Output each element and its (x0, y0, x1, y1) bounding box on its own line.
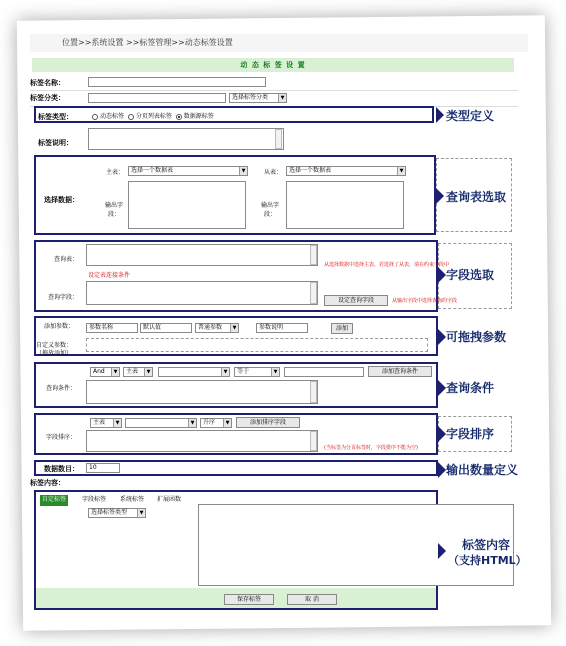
sub-table-select[interactable]: 选择一个数据表 ▼ (286, 166, 406, 176)
divider (30, 90, 518, 91)
condition-table-select[interactable]: 主表 ▼ (123, 367, 153, 377)
chevron-down-icon: ▼ (144, 368, 152, 376)
drag-add-label: （拖放添加） (36, 350, 73, 357)
annotation-html-support: （支持HTML） (448, 554, 527, 567)
tag-type-select[interactable]: 选择标签类型 ▼ (88, 508, 146, 518)
query-table-hint: 从选择数据中选择主表，若选择了从表，请在约束字段中 (324, 262, 450, 268)
query-table-textarea[interactable] (86, 244, 318, 266)
chevron-down-icon: ▼ (113, 419, 121, 427)
data-count-input[interactable]: 10 (86, 463, 120, 473)
tab-field[interactable]: 字段标签 (82, 496, 107, 503)
tag-category-input[interactable] (88, 93, 226, 103)
query-condition-label: 查询条件： (46, 385, 77, 392)
scrollbar[interactable] (310, 245, 317, 265)
output-field-label-1: 输出字段： (104, 202, 123, 218)
tag-desc-textarea[interactable] (88, 128, 284, 150)
save-button[interactable]: 保存标签 (224, 594, 274, 605)
annotation-tag-content: 标签内容 (462, 538, 511, 552)
custom-param-label: 自定义参数： (36, 342, 73, 349)
tab-custom[interactable]: 自定标签 (40, 495, 68, 506)
breadcrumb: 位置>>系统设置 >>标签管理>>动态标签设置 (30, 34, 528, 52)
tag-name-label: 标签名称： (30, 79, 65, 87)
param-type-select[interactable]: 普通参数 ▼ (195, 323, 239, 333)
annotation-query-condition: 查询条件 (446, 381, 495, 395)
output-field-list-2[interactable] (286, 181, 404, 229)
category-select[interactable]: 选择标签分类 ▼ (229, 93, 287, 103)
condition-field-select[interactable] (158, 367, 230, 377)
sub-table-label: 从表： (264, 169, 283, 176)
annotation-type-def: 类型定义 (446, 109, 495, 123)
page-caption: 动 态 标 签 设 置 (32, 58, 514, 72)
sort-direction-select[interactable]: 升序 ▼ (200, 418, 232, 428)
arrow-icon (438, 380, 446, 396)
add-sort-button[interactable]: 添加排序字段 (236, 417, 300, 428)
chevron-down-icon: ▼ (137, 509, 145, 517)
annotation-field-select: 字段选取 (446, 268, 495, 282)
tab-system[interactable]: 系统标签 (120, 496, 145, 503)
type-def-box (34, 106, 434, 123)
arrow-icon (438, 267, 446, 283)
tab-extend[interactable]: 扩展函数 (157, 496, 182, 503)
scrollbar[interactable] (310, 381, 317, 403)
main-table-label: 主表： (106, 169, 125, 176)
tag-desc-label: 标签说明： (38, 139, 73, 147)
chevron-down-icon: ▼ (230, 324, 238, 332)
query-field-hint: 从输出字段中选择查询的字段 (392, 298, 458, 304)
cancel-button[interactable]: 取 消 (287, 594, 337, 605)
arrow-icon (438, 462, 446, 478)
condition-value-input[interactable] (284, 367, 364, 377)
chevron-down-icon: ▼ (188, 419, 196, 427)
arrow-icon (438, 426, 446, 442)
annotation-output-count: 输出数量定义 (446, 463, 519, 477)
tag-type-radio-group[interactable]: 动态标签 分页列表标签 数据源标签 (92, 111, 214, 120)
add-condition-button[interactable]: 添加查询条件 (368, 366, 432, 377)
arrow-icon (438, 329, 446, 345)
default-value-input[interactable]: 默认值 (140, 323, 192, 333)
tag-name-input[interactable] (88, 77, 266, 87)
scrollbar[interactable] (275, 129, 282, 149)
chevron-down-icon: ▼ (397, 167, 405, 175)
chevron-down-icon: ▼ (111, 368, 119, 376)
add-param-label: 添加参数： (44, 323, 75, 330)
query-condition-textarea[interactable] (86, 380, 318, 404)
chevron-down-icon: ▼ (239, 167, 247, 175)
custom-param-drop-zone[interactable] (86, 338, 428, 352)
operator-select[interactable]: 等于 ▼ (234, 367, 280, 377)
annotation-query-table: 查询表选取 (446, 190, 507, 204)
output-field-label-2: 输出字段： (260, 202, 279, 218)
chevron-down-icon: ▼ (223, 419, 231, 427)
tag-content-label: 标签内容： (30, 479, 65, 487)
tag-type-label: 标签类型： (38, 113, 73, 121)
sort-field-select[interactable] (125, 418, 197, 428)
query-field-textarea[interactable] (86, 281, 318, 305)
scrollbar[interactable] (310, 431, 317, 451)
query-table-label: 查询表： (54, 256, 79, 263)
sort-hint: (当标签为分页标签时，字段排序不能为空) (324, 445, 418, 451)
param-name-input[interactable]: 参数名称 (86, 323, 138, 333)
field-sort-label: 字段排序： (46, 434, 77, 441)
data-count-label: 数据数目： (44, 465, 79, 473)
arrow-icon (436, 188, 444, 204)
main-table-select[interactable]: 选择一个数据表 ▼ (128, 166, 248, 176)
field-sort-textarea[interactable] (86, 430, 318, 452)
chevron-down-icon: ▼ (271, 368, 279, 376)
sort-table-select[interactable]: 主表 ▼ (90, 418, 122, 428)
scrollbar[interactable] (310, 282, 317, 304)
chevron-down-icon: ▼ (278, 94, 286, 102)
and-select[interactable]: And ▼ (90, 367, 120, 377)
select-data-label: 选择数据： (44, 196, 79, 204)
tag-category-label: 标签分类： (30, 94, 65, 102)
join-condition-link[interactable]: 设定表连接条件 (88, 272, 131, 279)
chevron-down-icon: ▼ (221, 368, 229, 376)
output-field-list-1[interactable] (128, 181, 246, 229)
add-param-button[interactable]: 添加 (331, 323, 353, 334)
annotation-drag-param: 可拖拽参数 (446, 330, 507, 344)
param-desc-input[interactable]: 参数说明 (256, 323, 308, 333)
query-field-label: 查询字段： (48, 294, 79, 301)
arrow-icon (438, 543, 446, 559)
arrow-icon (436, 107, 444, 123)
set-query-field-button[interactable]: 设定查询字段 (324, 295, 388, 306)
annotation-field-sort: 字段排序 (446, 427, 495, 441)
